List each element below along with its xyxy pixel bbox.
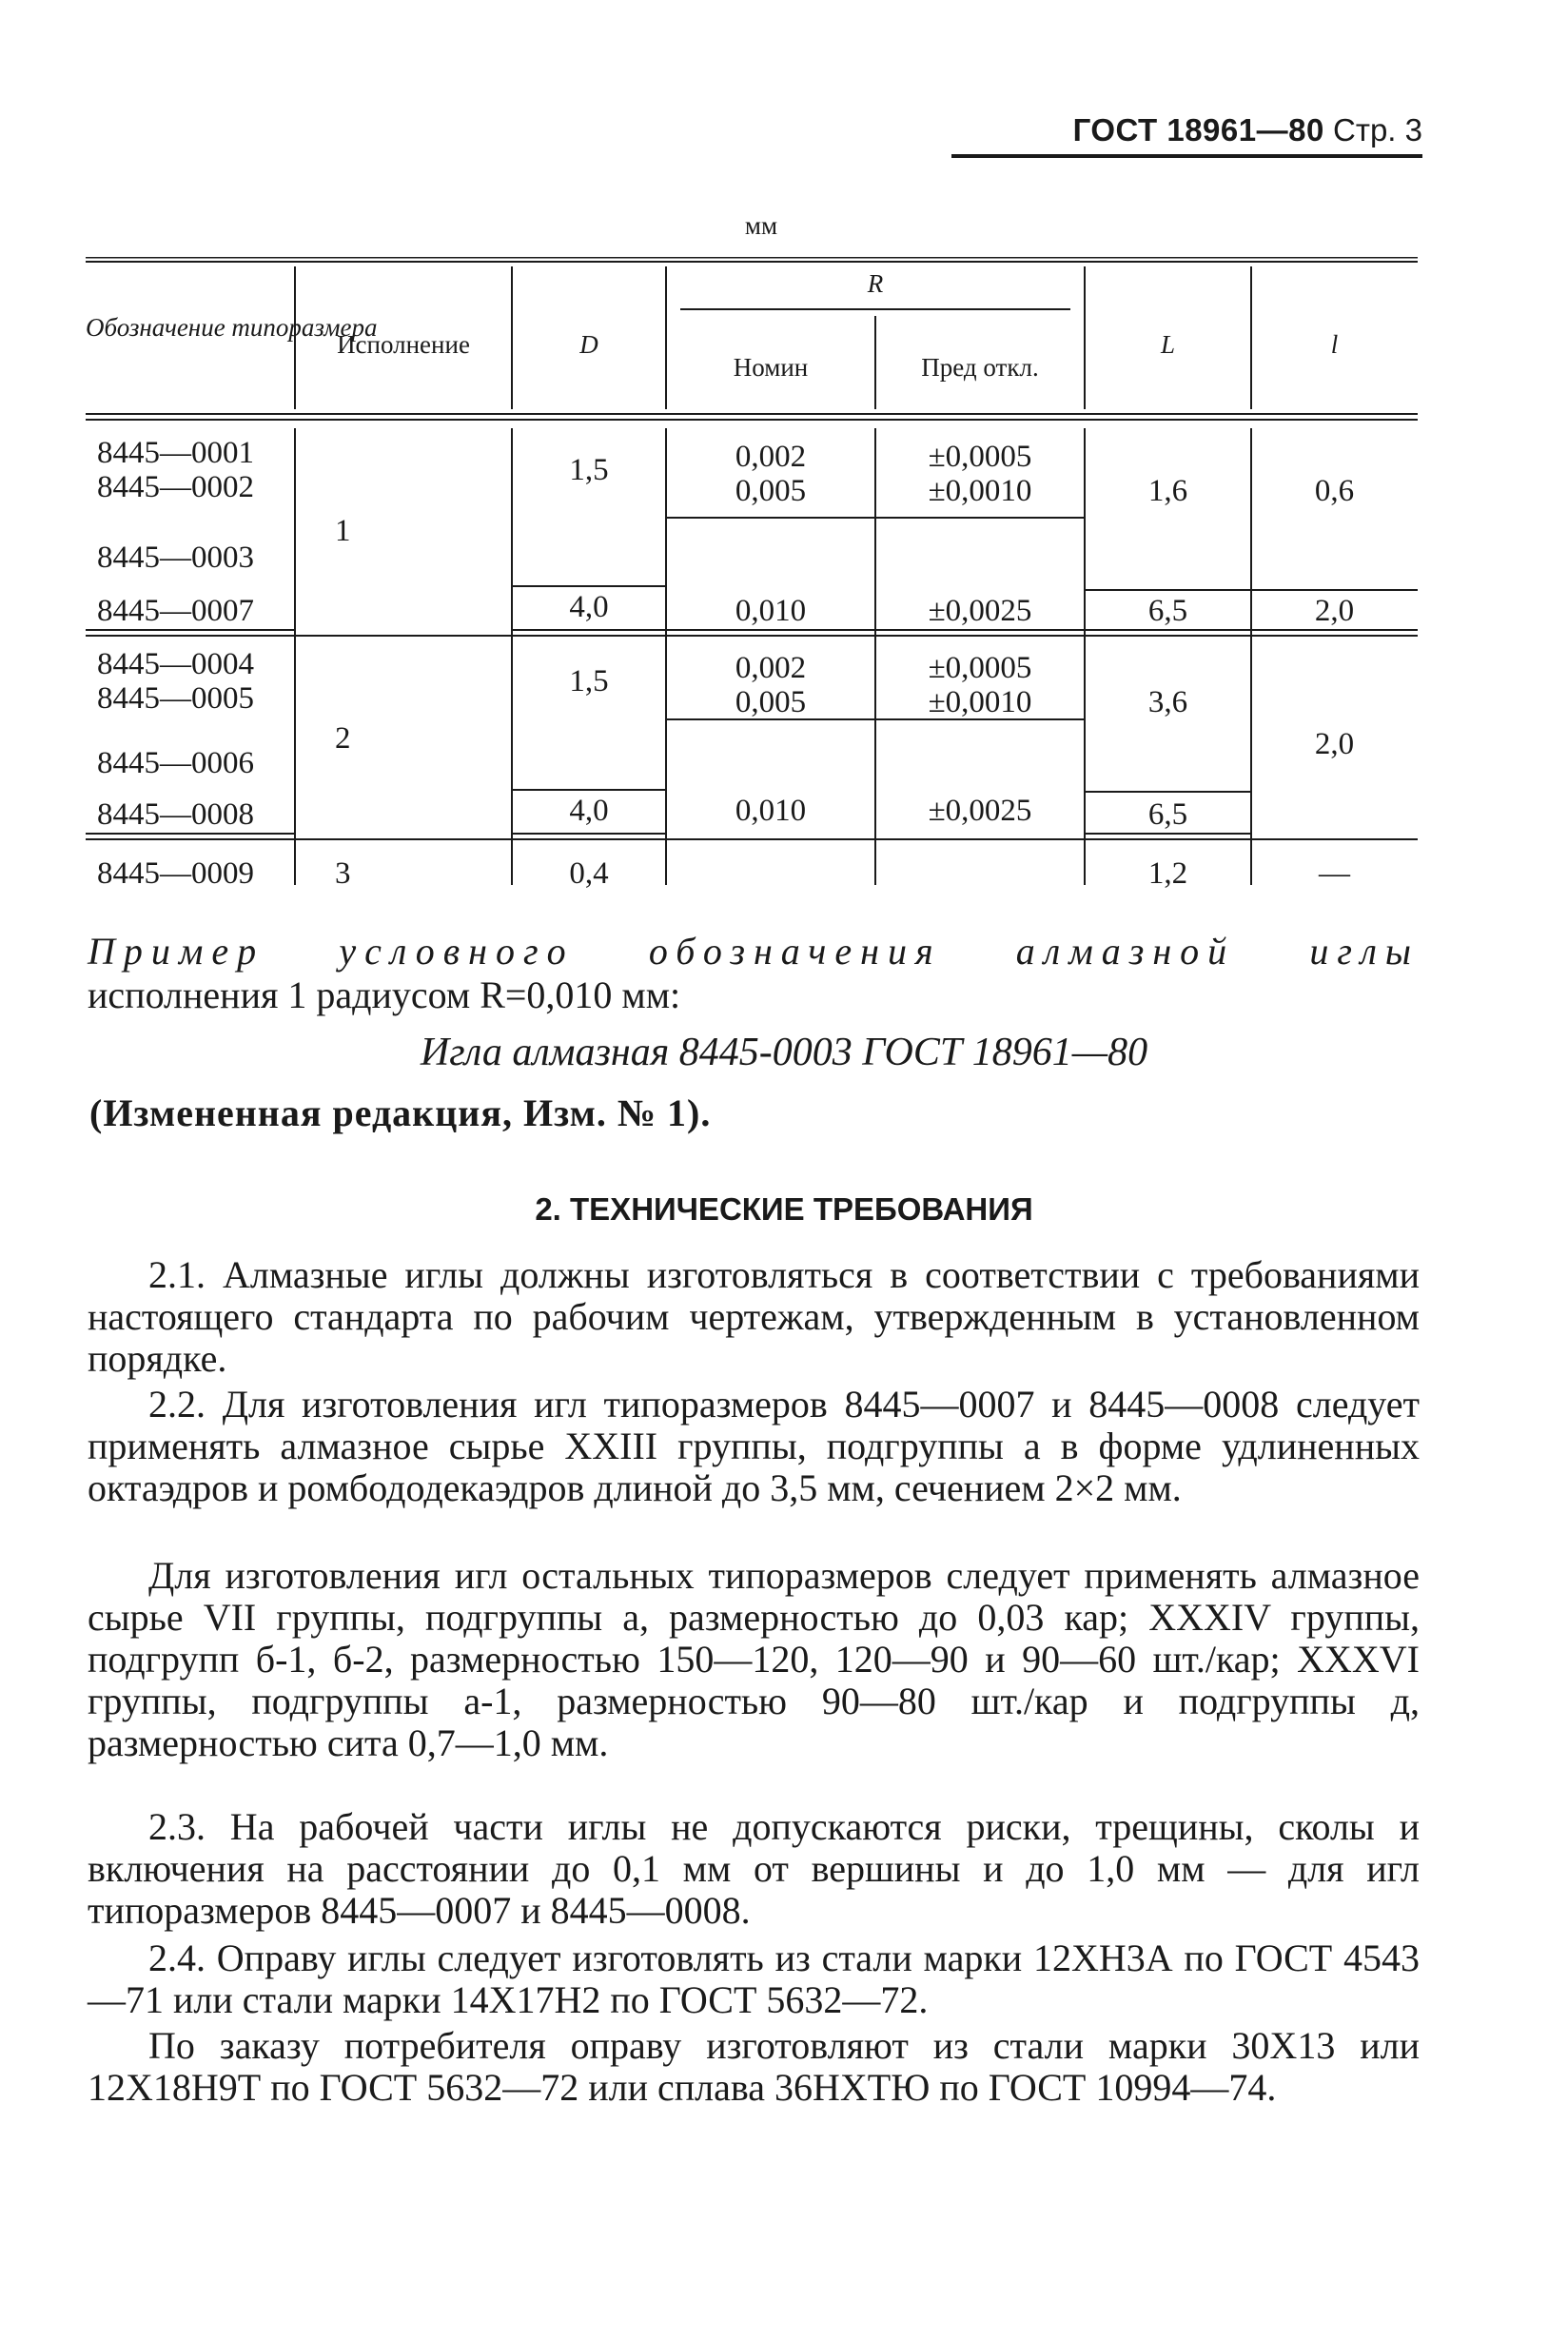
table-cell-code: 8445—0008 <box>97 797 254 832</box>
table-cell-r-dev: ±0,0010 <box>928 474 1032 508</box>
table-cell-length: 6,5 <box>1147 594 1188 628</box>
example-line2: исполнения 1 радиусом R=0,010 мм: <box>88 973 681 1016</box>
example-lead: Пример условного обозначения алмазной иглы <box>88 930 1420 973</box>
table-cell-r-nomin: 0,005 <box>735 474 807 508</box>
table-cell-code: 8445—0005 <box>97 681 254 716</box>
header-designation: Обозначение типоразмера <box>86 313 378 342</box>
standard-number: ГОСТ 18961—80 <box>1072 112 1324 147</box>
table-cell-length: 3,6 <box>1147 685 1188 719</box>
table-cell-r-nomin: 0,010 <box>735 594 807 628</box>
table-cell-code: 8445—0006 <box>97 746 254 780</box>
table-cell-r-nomin: 0,002 <box>735 440 807 474</box>
table-cell-execution: 2 <box>335 721 351 756</box>
table-cell-d: 4,0 <box>569 590 609 624</box>
table-cell-d: 1,5 <box>569 453 609 487</box>
dimensions-table <box>86 257 1418 914</box>
header-l-lower: l <box>1330 330 1339 359</box>
table-cell-code: 8445—0009 <box>97 856 254 891</box>
table-cell-code: 8445—0004 <box>97 647 254 681</box>
table-cell-l: 2,0 <box>1314 594 1355 628</box>
header-execution: Исполнение <box>337 330 470 359</box>
page-header <box>951 112 1422 158</box>
table-cell-execution: 1 <box>335 514 351 548</box>
table-cell-length: 6,5 <box>1147 797 1188 832</box>
table-cell-r-dev: ±0,0010 <box>928 685 1032 719</box>
table-cell-l: 2,0 <box>1314 727 1355 761</box>
table-cell-d: 0,4 <box>569 856 609 891</box>
table-cell-d: 4,0 <box>569 794 609 828</box>
table-cell-length: 1,2 <box>1147 856 1188 891</box>
table-cell-r-nomin: 0,010 <box>735 794 807 828</box>
table-cell-r-dev: ±0,0005 <box>928 440 1032 474</box>
table-cell-code: 8445—0007 <box>97 594 254 628</box>
example-designation: Игла алмазная 8445-0003 ГОСТ 18961—80 <box>420 1031 1148 1074</box>
paragraph-2-1: 2.1. Алмазные иглы должны изготовляться в соответствии с требованиями настоящего стандарта по рабочим чертежам, утвержденным в установленном порядке. <box>88 1253 1420 1380</box>
table-cell-code: 8445—0003 <box>97 541 254 575</box>
header-r-nomin: Номин <box>733 353 809 382</box>
header-r-pred: Пред откл. <box>921 353 1039 382</box>
header-r: R <box>867 269 884 298</box>
paragraph-2-4-cont: По заказу потребителя оправу изготовляют из стали марки 30Х13 или 12Х18Н9Т по ГОСТ 5632—72 или сплава 36НХТЮ по ГОСТ 10994—74. <box>88 2024 1420 2109</box>
paragraph-2-4: 2.4. Оправу иглы следует изготовлять из стали марки 12ХН3А по ГОСТ 4543—71 или стали марки 14Х17Н2 по ГОСТ 5632—72. <box>88 1937 1420 2021</box>
page-number: Стр. 3 <box>1333 112 1422 147</box>
table-unit: мм <box>744 211 778 240</box>
table-cell-r-dev: ±0,0005 <box>928 651 1032 685</box>
paragraph-2-2-cont: Для изготовления игл остальных типоразмеров следует применять алмазное сырье VII группы, подгруппы а, размерностью до 0,03 кар; XXXIV группы, подгрупп б-1, б-2, размерностью 150—120, 120—90 и 90—60 шт./кар; XXXVI группы, подгруппы а-1, размерностью 90—80 шт./кар и подгруппы д, размерностью сита 0,7—1,0 мм. <box>88 1554 1420 1764</box>
table-cell-execution: 3 <box>335 856 351 891</box>
table-cell-code: 8445—0001 <box>97 436 254 470</box>
table-cell-r-nomin: 0,005 <box>735 685 807 719</box>
table-cell-d: 1,5 <box>569 664 609 698</box>
table-cell-r-dev: ±0,0025 <box>928 594 1032 628</box>
table-cell-l: — <box>1319 856 1350 891</box>
table-cell-r-dev: ±0,0025 <box>928 794 1032 828</box>
table-cell-code: 8445—0002 <box>97 470 254 504</box>
paragraph-2-3: 2.3. На рабочей части иглы не допускаются риски, трещины, сколы и включения на расстоянии до 0,1 мм от вершины и до 1,0 мм — для игл типоразмеров 8445—0007 и 8445—0008. <box>88 1805 1420 1932</box>
header-d: D <box>579 330 598 359</box>
table-cell-l: 0,6 <box>1314 474 1355 508</box>
revision-note: (Измененная редакция, Изм. № 1). <box>89 1091 712 1134</box>
section-title: 2. ТЕХНИЧЕСКИЕ ТРЕБОВАНИЯ <box>535 1191 1033 1227</box>
paragraph-2-2: 2.2. Для изготовления игл типоразмеров 8445—0007 и 8445—0008 следует применять алмазное сырье XXIII группы, подгруппы а в форме удлиненных октаэдров и ромбододекаэдров длиной до 3,5 мм, сечением 2×2 мм. <box>88 1383 1420 1509</box>
header-l-upper: L <box>1160 330 1176 359</box>
table-cell-length: 1,6 <box>1147 474 1188 508</box>
table-cell-r-nomin: 0,002 <box>735 651 807 685</box>
